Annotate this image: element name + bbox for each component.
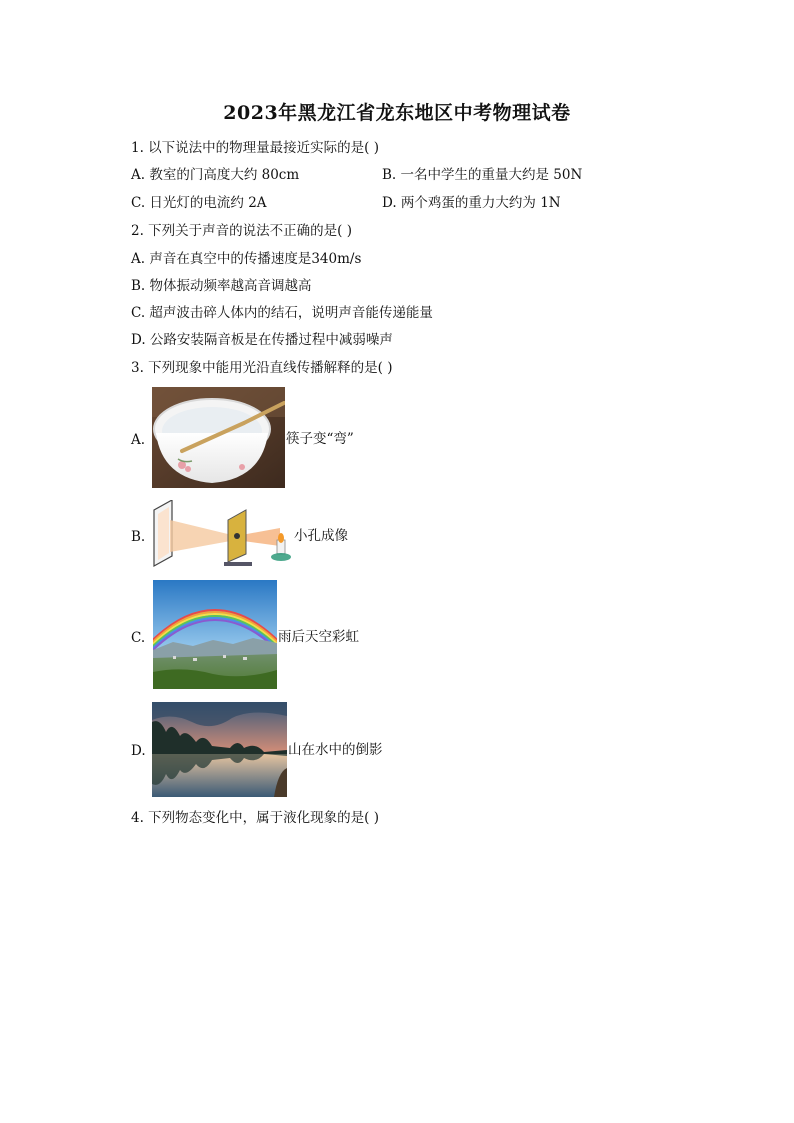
question-3-stem: 3. 下列现象中能用光沿直线传播解释的是( ) — [131, 360, 393, 376]
rainbow-image — [153, 580, 277, 689]
question-3-option-c-label: C. — [131, 630, 146, 646]
exam-title: 2023年黑龙江省龙东地区中考物理试卷 — [223, 102, 571, 124]
question-1-stem: 1. 以下说法中的物理量最接近实际的是( ) — [131, 140, 379, 156]
question-2-stem: 2. 下列关于声音的说法不正确的是( ) — [131, 223, 352, 239]
question-1-option-a: A. 教室的门高度大约 80cm — [131, 167, 300, 183]
question-3-option-d-caption: 山在水中的倒影 — [288, 742, 383, 758]
question-1-option-b: B. 一名中学生的重量大约是 50N — [382, 167, 583, 183]
question-3-option-c-caption: 雨后天空彩虹 — [278, 629, 359, 645]
question-1-option-d: D. 两个鸡蛋的重力大约为 1N — [382, 195, 561, 211]
question-4-stem: 4. 下列物态变化中，属于液化现象的是( ) — [131, 810, 379, 826]
question-3-option-a-caption: 筷子变“弯” — [286, 431, 354, 447]
question-2-option-d: D. 公路安装隔音板是在传播过程中减弱噪声 — [131, 332, 393, 348]
mountain-reflection-image — [152, 702, 287, 797]
question-2-option-b: B. 物体振动频率越高音调越高 — [131, 278, 312, 294]
question-2-option-c: C. 超声波击碎人体内的结石，说明声音能传递能量 — [131, 305, 433, 321]
question-3-option-a-label: A. — [131, 432, 146, 448]
question-2-option-a: A. 声音在真空中的传播速度是340m/s — [131, 251, 362, 267]
bowl-chopstick-image — [152, 387, 285, 488]
pinhole-imaging-image — [150, 500, 295, 568]
question-1-option-c: C. 日光灯的电流约 2A — [131, 195, 267, 211]
question-3-option-b-label: B. — [131, 529, 146, 545]
question-3-option-d-label: D. — [131, 743, 146, 759]
question-3-option-b-caption: 小孔成像 — [294, 528, 348, 544]
